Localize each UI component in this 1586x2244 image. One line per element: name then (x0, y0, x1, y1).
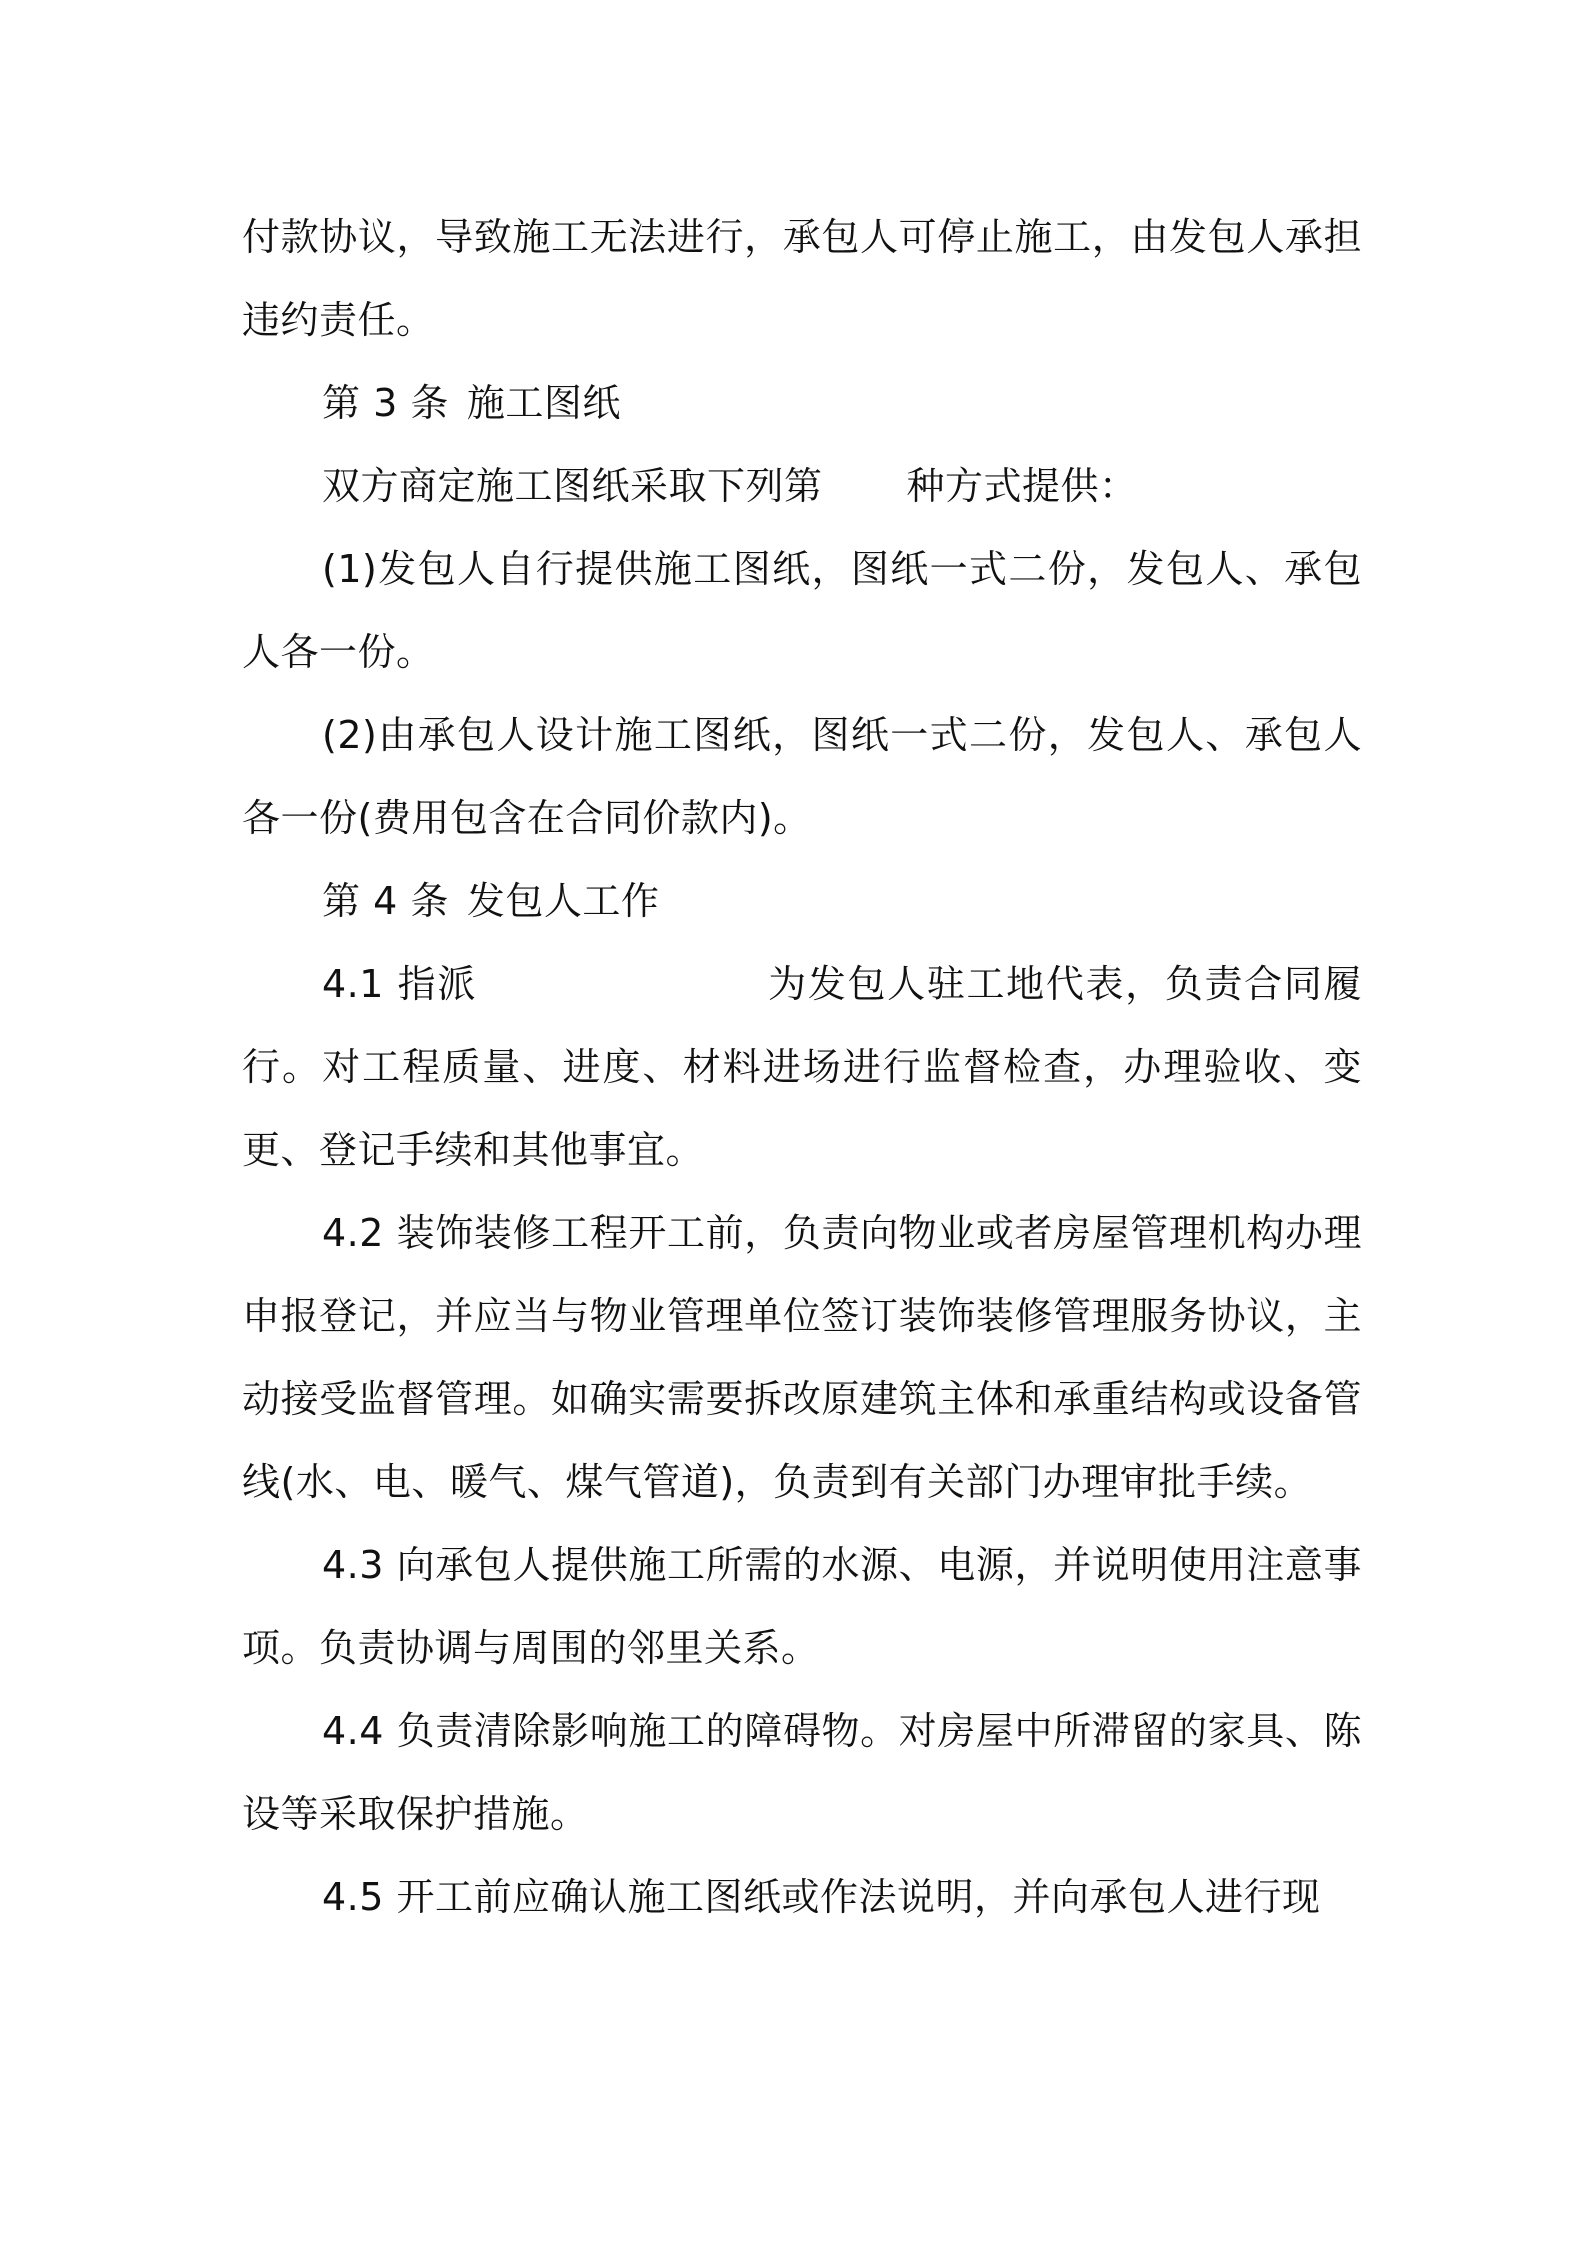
article-4-heading (242, 860, 1362, 943)
paragraph-option-2: (2)由承包人设计施工图纸，图纸一式二份，发包人、承包人各一份(费用包含在合同价款内)。 (242, 713, 1362, 840)
article-4-title: 发包人工作 (466, 879, 660, 923)
paragraph-4-1 (242, 943, 1362, 1192)
paragraph-option-1: (1)发包人自行提供施工图纸，图纸一式二份，发包人、承包人各一份。 (242, 547, 1362, 674)
drawing-method-after: 种方式提供： (906, 464, 1138, 508)
paragraph-4-4: 4.4 负责清除影响施工的障碍物。对房屋中所滞留的家具、陈设等采取保护措施。 (242, 1709, 1362, 1836)
paragraph-4-2: 4.2 装饰装修工程开工前，负责向物业或者房屋管理机构办理申报登记，并应当与物业管理单位签订装饰装修管理服务协议，主动接受监督管理。如确实需要拆改原建筑主体和承重结构或设备管线(水、电、暖气、煤气管道)，负责到有关部门办理审批手续。 (242, 1211, 1362, 1504)
clause-4-1-before: 4.1 指派 (322, 962, 478, 1006)
paragraph-payment-breach: 付款协议，导致施工无法进行，承包人可停止施工，由发包人承担违约责任。 (242, 215, 1362, 342)
paragraph-4-5: 4.5 开工前应确认施工图纸或作法说明，并向承包人进行现 (322, 1875, 1321, 1919)
article-3-heading (242, 362, 1362, 445)
paragraph-4-3: 4.3 向承包人提供施工所需的水源、电源，并说明使用注意事项。负责协调与周围的邻里关系。 (242, 1543, 1362, 1670)
paragraph-drawing-method (242, 445, 1362, 528)
clause-4-1-after: 为发包人驻工地代表，负责合同履行。对工程质量、进度、材料进场进行监督检查，办理验收、变更、登记手续和其他事宜。 (242, 962, 1362, 1172)
article-3-label: 第 3 条 (322, 381, 449, 425)
article-3-title: 施工图纸 (466, 381, 621, 425)
document-body (242, 196, 1362, 1939)
article-4-label: 第 4 条 (322, 879, 449, 923)
drawing-method-before: 双方商定施工图纸采取下列第 (322, 464, 823, 508)
